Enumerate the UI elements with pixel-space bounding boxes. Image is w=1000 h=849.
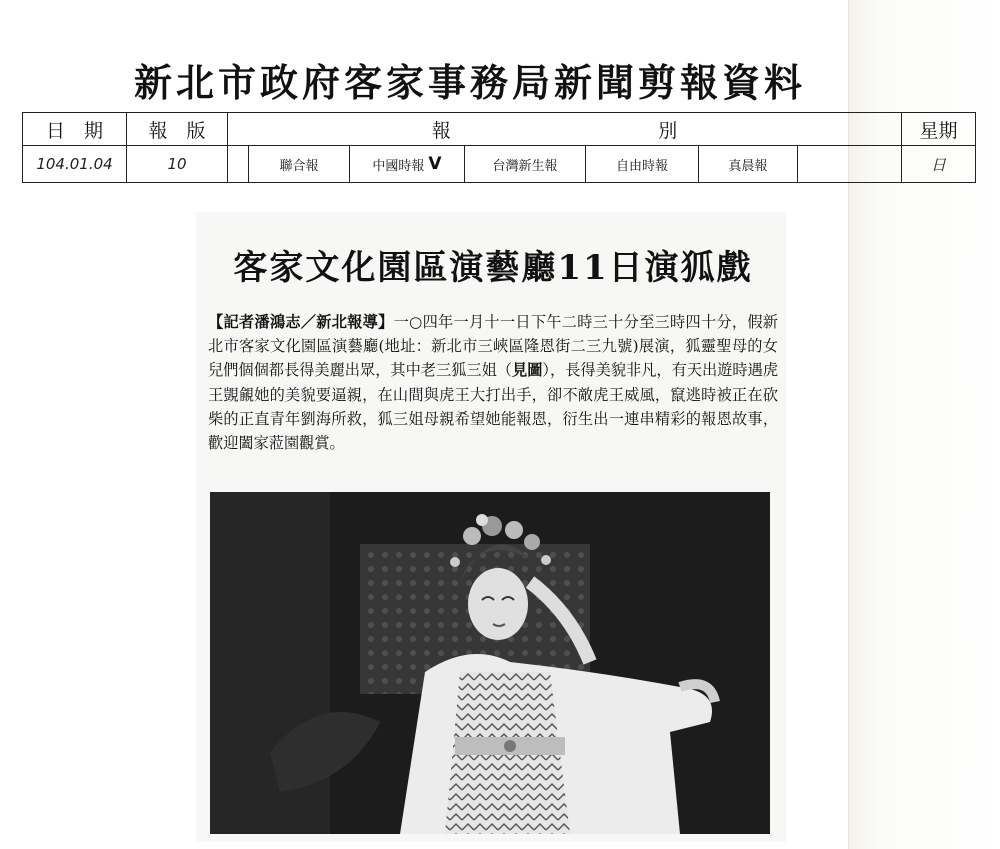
performer-illustration <box>210 492 770 834</box>
check-mark: V <box>428 154 442 174</box>
article-headline: 客家文化園區演藝廳11日演狐戲 <box>233 248 753 288</box>
performance-photo <box>210 492 770 834</box>
paper-spacer <box>228 146 249 182</box>
weekday-value: 日 <box>902 146 976 183</box>
paper-label: 中國時報 <box>372 158 425 174</box>
date-header: 日 期 <box>23 113 127 146</box>
article-body <box>208 310 778 455</box>
weekday-header: 星期 <box>902 113 976 146</box>
article-byline: 【記者潘鴻志／新北報導】 <box>208 313 394 331</box>
see-photo-label: 見圖 <box>512 361 543 380</box>
page-title: 新北市政府客家事務局新聞剪報資料 <box>133 60 806 105</box>
edition-header: 報 版 <box>127 113 228 146</box>
newspaper-header-char-1: 報 <box>431 119 451 142</box>
paper-zhen-chen: 真晨報 <box>699 146 798 182</box>
paper-spacer-right <box>798 146 901 182</box>
clipping-info-table <box>22 112 976 183</box>
paper-united-daily: 聯合報 <box>249 146 350 182</box>
newspaper-header-char-2: 別 <box>658 119 678 142</box>
paper-taiwan-shin-sheng: 台灣新生報 <box>465 146 586 182</box>
article-body-part-2: ），長得美貌非凡，有天出遊時遇虎王覬覦她的美貌要逼親，在山間與虎王大打出手，卻不敵虎王威風，竄逃時被正在砍柴的正直青年劉海所救，狐三姐母親希望她能報恩，衍生出一連串精彩的報恩故事，歡迎闔家蒞園觀賞。 <box>208 361 779 453</box>
newspaper-header <box>228 113 902 146</box>
date-value: 104.01.04 <box>23 146 127 183</box>
edition-value: 10 <box>127 146 228 183</box>
paper-china-times <box>350 146 465 182</box>
paper-liberty-times: 自由時報 <box>586 146 699 182</box>
article-body-part-1: 一○四年一月十一日下午二時三十分至三時四十分，假新北市客家文化園區演藝廳(地址：新北市三峽區隆恩街二三九號)展演，狐靈聖母的女兒們個個都長得美麗出眾，其中老三狐三姐（ <box>208 313 778 380</box>
newspaper-selection <box>228 146 902 183</box>
